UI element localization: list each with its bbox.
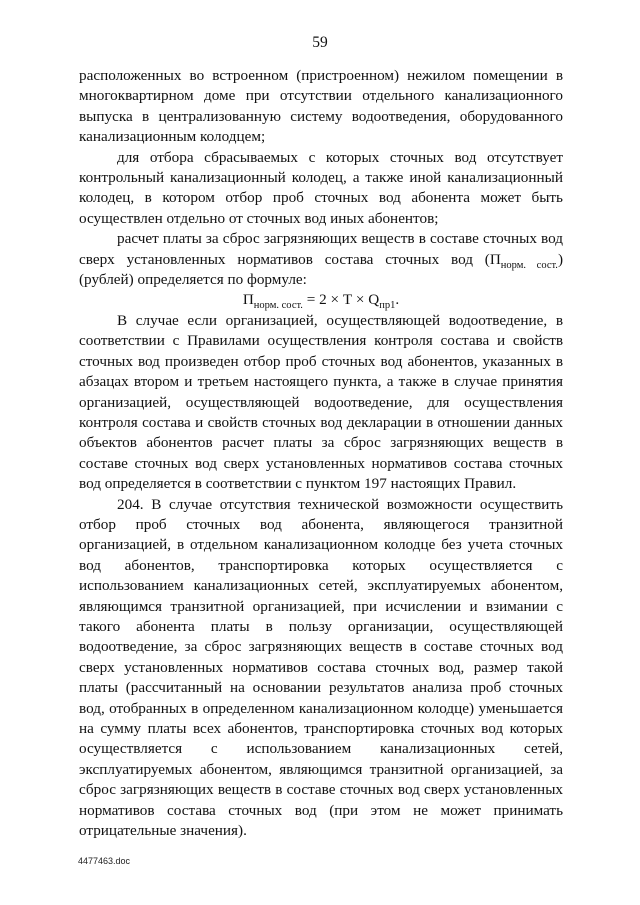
paragraph-4: В случае если организацией, осуществляющей водоотведение, в соответствии с Правилами осуществления контроля состава и свойств сточных вод произведен отбор проб сточных вод абонентов, указанных в абзацах втором и третьем настоящего пункта, а также в случае принятия организацией, осуществляющей водоотведение, для осуществления контроля состава и свойств сточных вод декларации в отношении данных объектов абонентов расчет платы за сброс загрязняющих веществ в составе сточных вод сверх установленных нормативов состава сточных вод определяется в соответствии с пунктом 197 настоящих Правил. [79,311,563,493]
page-number: 59 [312,34,328,51]
formula-lhs-subscript: норм. сост. [253,300,303,312]
footer-filename: 4477463.doc [78,856,131,866]
paragraph-1: расположенных во встроенном (пристроенном) нежилом помещении в многоквартирном доме при отсутствии отдельного канализационного выпуска в централизованную систему водоотведения, оборудованного канализационным колодцем; [79,67,563,146]
paragraph-3-subscript: норм. сост. [500,259,558,271]
paragraph-2: для отбора сбрасываемых с которых сточных вод отсутствует контрольный канализационный колодец, а также иной канализационный колодец, в котором отбор проб сточных вод абонента может быть осуществлен отдельно от сточных вод иных абонентов; [79,148,563,227]
paragraph-3 [79,229,563,290]
paragraph-5: 204. В случае отсутствия технической возможности осуществить отбор проб сточных вод абонента, являющегося транзитной организацией, в отдельном канализационном колодце без учета сточных вод абонентов, транспортировка которых осуществляется с использованием канализационных сетей, эксплуатируемых абонентом, являющимся транзитной организацией, при исчислении и взимании с такого абонента платы в пользу организации, осуществляющей водоотведение, за сброс загрязняющих веществ в составе сточных вод сверх установленных нормативов состава сточных вод, размер такой платы (рассчитанный на основании результатов анализа проб сточных вод, отобранных в определенном канализационном колодце) уменьшается на сумму платы всех абонентов, транспортировка сточных вод которых осуществляется с использованием канализационных сетей, эксплуатируемых абонентом, являющимся транзитной организацией, за сброс загрязняющих веществ в составе сточных вод сверх установленных нормативов состава сточных вод (при этом не может принимать отрицательные значения). [79,495,563,840]
paragraph-3-text-end: ) (рублей) определяется по формуле: [79,250,563,289]
formula-lhs: П [242,291,254,309]
formula-rhs: = 2 × Т × Q [302,291,380,309]
formula-rhs-subscript: пр1 [379,300,396,312]
formula [79,290,563,310]
document-body [79,66,563,841]
formula-end: . [395,291,400,309]
paragraph-3-text-start: расчет платы за сброс загрязняющих веществ в составе сточных вод сверх установленных нормативов состава сточных вод (П [79,230,563,268]
